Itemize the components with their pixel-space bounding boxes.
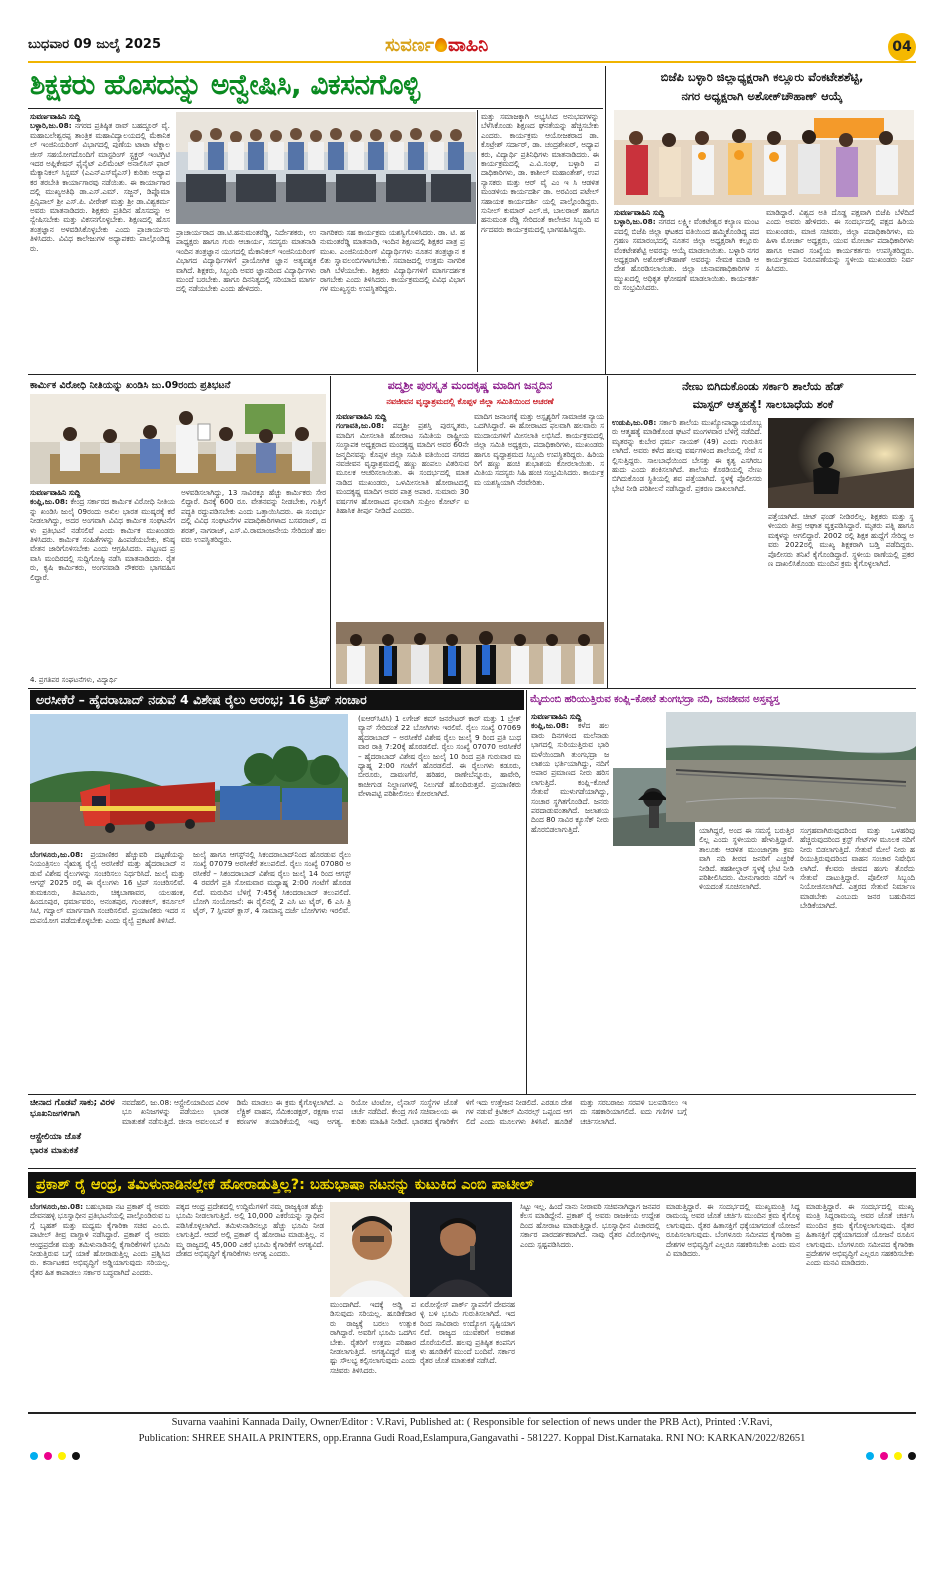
padmashri-subhead: ನವಜೀವನ ವೃದ್ಧಾಶ್ರಮದಲ್ಲಿ ಕೊಪ್ಪಳ ಜಿಲ್ಲಾ ಸಮಿತಿಯಿಂದ ಆಚರಣೆ: [386, 397, 554, 406]
padmashri-headline: ಪದ್ಮಶ್ರೀ ಪುರಸ್ಕೃತ ಮಂದಕೃಷ್ಣ ಮಾದಿಗ ಜನ್ಮದಿನ: [387, 379, 553, 392]
lead-col2: ಪ್ರಾಚಾರ್ಯರಾದ ಡಾ.ಟಿ.ಹನುಮಂತರೆಡ್ಡಿ, ನಿರ್ದೇಶಕರು, ಉಪಾಧ್ಯಕ್ಷರು ಹಾಗೂ ಗುರು ಆಚಾರ್ಯ, ಸದಸ್ಯರು ಮಾತನಾಡಿ ಇಂದಿನ ತಂತ್ರಜ್ಞಾನ ಯುಗದಲ್ಲಿ ಮೆಕಾನಿಕಲ್ ಇಂಜಿನಿಯರಿಂಗ್ ವಿಭಾಗದ ವಿದ್ಯಾರ್ಥಿಗಳಿಗೆ ಪ್ರಾಯೋಗಿಕ ಜ್ಞಾನ ಅತ್ಯವಶ್ಯಕವಾಗಿದೆ. ಶಿಕ್ಷಕರು, ಸಿಬ್ಬಂದಿ ಅವರ ಜ್ಞಾನದಿಂದ ವಿದ್ಯಾರ್ಥಿಗಳು ಮುಂದೆ ಬರಬೇಕು. ಹಾಗೂ ದಿನನಿತ್ಯದಲ್ಲಿ ಸರಿಯಾದ ಮಾರ್ಗದಲ್ಲಿ ನಡೆಯಬೇಕು ಎಂದು ಹೇಳಿದರು.: [176, 228, 316, 294]
lead-rule: [28, 108, 603, 109]
headmaster-col2: ಪತ್ತೆಯಾಗಿದೆ. ಚೀಟ್ ಫಂಡ್ ನೀಡಿರಲಿಲ್ಲ. ಶಿಕ್ಷಕರು ಮತ್ತು ಸ್ಥಳೀಯರು ತೀವ್ರ ಆಘಾತ ವ್ಯಕ್ತಪಡಿಸಿದ್ದಾರೆ. ಮೃತರು ಪತ್ನಿ ಹಾಗೂ ಮಕ್ಕಳನ್ನು ಅಗಲಿದ್ದಾರೆ. 2002 ರಲ್ಲಿ ಶಿಕ್ಷಕ ಹುದ್ದೆಗೆ ಸೇರಿದ್ದ ಅವರು 2022ರಲ್ಲಿ ಮುಖ್ಯ ಶಿಕ್ಷಕರಾಗಿ ಬಡ್ತಿ ಪಡೆದಿದ್ದರು. ಪೊಲೀಸರು ತನಿಖೆ ಕೈಗೊಂಡಿದ್ದಾರೆ. ಸ್ಥಳೀಯ ಠಾಣೆಯಲ್ಲಿ ಪ್ರಕರಣ ದಾಖಲಿಸಿಕೊಂಡು ಮುಂದಿನ ಕ್ರಮ ಕೈಗೊಳ್ಳಲಾಗಿದೆ.: [768, 512, 914, 569]
right-col-rule: [605, 66, 606, 374]
protest-text-1: ಕೇಂದ್ರ ಸರ್ಕಾರದ ಕಾರ್ಮಿಕ ವಿರೋಧಿ ನೀತಿಯನ್ನು ಖಂಡಿಸಿ ಜುಲೈ 09ರಂದು ಅಖಿಲ ಭಾರತ ಮುಷ್ಕರಕ್ಕೆ ಕರೆ ನೀಡಲಾಗಿದ್ದು, ಅದರ ಅಂಗವಾಗಿ ವಿವಿಧ ಕಾರ್ಮಿಕ ಸಂಘಟನೆಗಳು ಪ್ರತಿಭಟನೆ ನಡೆಸಲಿವೆ ಎಂದು ಕಾರ್ಮಿಕ ಮುಖಂಡರು ತಿಳಿಸಿದರು. ಕಾರ್ಮಿಕ ಸಂಹಿತೆಗಳನ್ನು ಹಿಂಪಡೆಯಬೇಕು, ಕನಿಷ್ಠ ವೇತನ ಜಾರಿಗೊಳಿಸಬೇಕು ಎಂದು ಆಗ್ರಹಿಸಿದರು. ಪಟ್ಟಣದ ಪ್ರವಾಸಿ ಮಂದಿರದಲ್ಲಿ ಸುದ್ದಿಗೋಷ್ಠಿ ನಡೆಸಿ ಮಾತನಾಡಿದರು. ರೈತರು, ಕೃಷಿ ಕಾರ್ಮಿಕರು, ಅಂಗನವಾಡಿ ನೌಕರರು ಭಾಗವಹಿಸಲಿದ್ದಾರೆ.: [30, 497, 175, 582]
china-label-3: ಭಾರತ ಮಾತುಕತೆ: [30, 1146, 79, 1156]
section-rule-2: [28, 688, 916, 689]
tungabhadra-byline: ಸುವರ್ಣವಾಹಿನಿ ಸುದ್ದಿ: [531, 712, 582, 721]
bjp-col1: [614, 208, 759, 370]
prakash-col2: ಪಕ್ಕದ ಆಂಧ್ರ ಪ್ರದೇಶದಲ್ಲಿ ಉದ್ದಿಮೆಗಳಿಗೆ ನಮ್ಮ ರಾಜ್ಯಕ್ಕಿಂತ ಹೆಚ್ಚು ಭೂಮಿ ನೀಡಲಾಗುತ್ತಿದೆ. ಅಲ್ಲಿ 10,000 ಎಕರೆಯನ್ನು ಸ್ವಾಧೀನಪಡಿಸಿಕೊಳ್ಳಲಾಗಿದೆ. ತಮಿಳುನಾಡಿನಲ್ಲೂ ಹೆಚ್ಚು ಭೂಮಿ ನೀಡಲಾಗುತ್ತಿದೆ. ಆದರೆ ಅಲ್ಲಿ ಪ್ರಕಾಶ್ ರೈ ಹೋರಾಟ ಮಾಡುತ್ತಿಲ್ಲ. ನಮ್ಮ ರಾಜ್ಯದಲ್ಲಿ 45,000 ಎಕರೆ ಭೂಮಿ ಕೈಗಾರಿಕೆಗೆ ಅಗತ್ಯವಿದೆ. ದೇಶದ ಅಭಿವೃದ್ಧಿಗೆ ಕೈಗಾರಿಕೆಗಳು ಅಗತ್ಯ ಎಂದರು.: [176, 1202, 324, 1259]
railway-rule: [526, 690, 527, 1094]
bjp-col2: ಮಾಡಿದ್ದಾರೆ. ವಿಶ್ವದ ಅತಿ ದೊಡ್ಡ ಪಕ್ಷವಾಗಿ ಬಿಜೆಪಿ ಬೆಳೆದಿದೆ ಎಂದು ಅವರು ಹೇಳಿದರು. ಈ ಸಂದರ್ಭದಲ್ಲಿ ಪಕ್ಷದ ಹಿರಿಯ ಮುಖಂಡರು, ಮಾಜಿ ಸಚಿವರು, ಜಿಲ್ಲಾ ಪದಾಧಿಕಾರಿಗಳು, ಮಹಿಳಾ ಮೋರ್ಚಾ ಅಧ್ಯಕ್ಷರು, ಯುವ ಮೋರ್ಚಾ ಪದಾಧಿಕಾರಿಗಳು ಹಾಗೂ ಅಪಾರ ಸಂಖ್ಯೆಯ ಕಾರ್ಯಕರ್ತರು ಉಪಸ್ಥಿತರಿದ್ದರು. ಕಾರ್ಯಕ್ರಮದ ನಿರೂಪಣೆಯನ್ನು ಸ್ಥಳೀಯ ಮುಖಂಡರು ನಿರ್ವಹಿಸಿದರು.: [766, 208, 914, 274]
protest-col2: ಅಳವಡಿಸಲಾಗಿದ್ದು, 13 ಸಾವಿರಕ್ಕೂ ಹೆಚ್ಚು ಕಾರ್ಮಿಕರು ಸೇರಲಿದ್ದಾರೆ. ದಿನಕ್ಕೆ 600 ರೂ. ವೇತನವನ್ನು ನೀಡಬೇಕು, ಗುತ್ತಿಗೆ ಪದ್ಧತಿ ರದ್ದುಪಡಿಸಬೇಕು ಎಂದು ಒತ್ತಾಯಿಸಿದರು. ಈ ಸಂದರ್ಭದಲ್ಲಿ ವಿವಿಧ ಸಂಘಟನೆಗಳ ಪದಾಧಿಕಾರಿಗಳಾದ ಬಸವರಾಜ್, ದಶರತ್, ನಾಗರಾಜ್, ಎಸ್.ವಿ.ರಾಮಾಂಜನೇಯ ಸೇರಿದಂತೆ ಹಲವರು ಉಪಸ್ಥಿತರಿದ್ದರು.: [181, 488, 326, 545]
protest-dateline: ಕಂಪ್ಲಿ,ಜು.08:: [30, 497, 68, 507]
magenta-dot-icon: [880, 1452, 888, 1460]
masthead-logo: [385, 32, 488, 58]
headmaster-col1: [612, 418, 762, 684]
china-label-1: ಚೀನಾದ ಗೊಡವೆ ಸಾಕು; ವಿರಳ ಭೂಖನಿಜಗಳಿಗಾಗಿ: [30, 1098, 115, 1119]
prakash-col3: ಮುಂದಾಗಿದೆ. ಇದಕ್ಕೆ ಅಡ್ಡಿ ಪಡಿಸುವುದು ಸರಿಯಲ್ಲ. ಹೂಡಿಕೆದಾರರು ರಾಜ್ಯಕ್ಕೆ ಬರಲು ಉತ್ಸುಕರಾಗಿದ್ದಾರೆ. ಅವರಿಗೆ ಭೂಮಿ ಒದಗಿಸಬೇಕು. ರೈತರಿಗೆ ಉತ್ತಮ ಪರಿಹಾರ ನೀಡಲಾಗುತ್ತಿದೆ. ಅಗತ್ಯವಿದ್ದರೆ ಮತ್ತಷ್ಟು ಸೌಲಭ್ಯ ಕಲ್ಪಿಸಲಾಗುವುದು ಎಂದು ಸಚಿವರು ತಿಳಿಸಿದರು.: [330, 1300, 416, 1375]
protest-photo: [30, 394, 326, 484]
tungabhadra-col3: ಸಂಗ್ರಹವಾಗಿರುವುದರಿಂದ ಮತ್ತು ಒಳಹರಿವು ಹೆಚ್ಚಿರುವುದರಿಂದ ಕ್ರಸ್ಟ್ ಗೇಟ್‌ಗಳ ಮೂಲಕ ನದಿಗೆ ನೀರು ಬಿಡಲಾಗುತ್ತಿದೆ. ಸೇತುವೆ ಮೇಲೆ ನೀರು ಹರಿಯುತ್ತಿರುವುದರಿಂದ ವಾಹನ ಸಂಚಾರ ನಿಷೇಧಿಸಲಾಗಿದೆ. ಕೆಲವರು ಜೀವದ ಹಂಗು ತೊರೆದು ಸೇತುವೆ ದಾಟುತ್ತಿದ್ದಾರೆ. ಪೊಲೀಸ್ ಸಿಬ್ಬಂದಿ ನಿಯೋಜಿಸಲಾಗಿದೆ. ಎತ್ತರದ ಸೇತುವೆ ನಿರ್ಮಾಣ ಮಾಡಬೇಕು ಎಂಬುದು ಜನರ ಬಹುದಿನದ ಬೇಡಿಕೆಯಾಗಿದೆ.: [800, 826, 915, 911]
prakash-col1: [30, 1202, 170, 1410]
lead-col4: ಮತ್ತು ಸಮಾಜಕ್ಕಾಗಿ ಅಭ್ಯಸಿಸಿದ ಅನುಭವಗಳನ್ನು ಬೆಳೆಸಿಕೊಂಡು ಶಿಕ್ಷಣದ ಘನತೆಯನ್ನು ಹೆಚ್ಚಿಸಬೇಕು ಎಂದರು. ಕಾರ್ಯಕ್ರಮ ಆಯೋಜಕರಾದ ಡಾ. ಕೊಟ್ರೇಶ್ ಸರ್ದಾರ್, ಡಾ. ಚಂದ್ರಶೇಖರ್, ಅಧ್ಯಾಪಕರು, ವಿದ್ಯಾರ್ಥಿ ಪ್ರತಿನಿಧಿಗಳು ಮಾತನಾಡಿದರು. ಈ ಕಾರ್ಯಕ್ರಮದಲ್ಲಿ ಎ.ವಿ.ಸಂಘ, ಬಳ್ಳಾರಿ ಪದಾಧಿಕಾರಿಗಳು, ಡಾ. ಕಾಶೀಲ್ ಮಹಾಂತೇಶ್, ಉಪನ್ಯಾಸಕರು ಮತ್ತು ಆರ್ ವೈ ಎಂ ಇ ಸಿ ಆಡಳಿತ ಮಂಡಳಿಯ ಕಾರ್ಯದರ್ಶಿ ಡಾ. ಅರವಿಂದ ಪಟೇಲ್ ಸಹಾಯಕ ಕಾರ್ಯದರ್ಶಿ ಯಲ್ಲಿ ಪಾಲ್ಗೊಂಡಿದ್ದರು. ಸುನೀಲ್ ಕುಮಾರ್ ಎಲ್.ಜಿ, ಬಾಲರಾಜ್ ಹಾಗೂ ಹನುಮಂತ ರೆಡ್ಡಿ ಸೇರಿದಂತೆ ಕಾಲೇಜಿನ ಸಿಬ್ಬಂದಿ ವರ್ಗದವರು ಕಾರ್ಯಕ್ರಮದಲ್ಲಿ ಭಾಗವಹಿಸಿದ್ದರು.: [481, 112, 599, 234]
lead-dateline: ಬಳ್ಳಾರಿ,ಜು.08:: [30, 121, 72, 131]
railway-col1: [30, 850, 185, 1062]
padmashri-photo: [336, 622, 604, 684]
headmaster-photo: [768, 418, 914, 508]
magenta-dot-icon: [44, 1452, 52, 1460]
page-number: 04: [888, 33, 916, 61]
tungabhadra-text-1: ಕಳೆದ ಹಲವಾರು ದಿನಗಳಿಂದ ಮಲೆನಾಡು ಭಾಗದಲ್ಲಿ ಸುರಿಯುತ್ತಿರುವ ಭಾರಿ ಮಳೆಯಿಂದಾಗಿ ತುಂಗಭದ್ರಾ ಜಲಾಶಯ ಭರ್ತಿಯಾಗಿದ್ದು, ನದಿಗೆ ಅಪಾರ ಪ್ರಮಾಣದ ನೀರು ಹರಿಸಲಾಗುತ್ತಿದೆ. ಕಂಪ್ಲಿ–ಕೋಟೆ ಸೇತುವೆ ಮುಳುಗಡೆಯಾಗಿದ್ದು, ಸಂಚಾರ ಸ್ಥಗಿತಗೊಂಡಿದೆ. ಜನರು ಪರದಾಡುವಂತಾಗಿದೆ. ಜಲಾಶಯದಿಂದ 80 ಸಾವಿರ ಕ್ಯೂಸೆಕ್ ನೀರು ಹೊರಬಿಡಲಾಗುತ್ತಿದೆ.: [531, 721, 609, 834]
lead-col3: ನಾಗರಿಕರು ಸಹ ಕಾರ್ಯಕ್ರಮ ಯಶಸ್ವಿಗೊಳಿಸಿದರು. ಡಾ. ಟಿ. ಹನುಮಂತರೆಡ್ಡಿ ಮಾತನಾಡಿ, ಇಂದಿನ ಶಿಕ್ಷಣದಲ್ಲಿ ಶಿಕ್ಷಕರ ಪಾತ್ರ ಪ್ರಮುಖ. ಎಂಜಿನಿಯರಿಂಗ್ ವಿದ್ಯಾರ್ಥಿಗಳು ನೂತನ ತಂತ್ರಜ್ಞಾನ ಕಲಿತು ಸ್ವಾವಲಂಬಿಗಳಾಗಬೇಕು. ಸಮಾಜದಲ್ಲಿ ಉತ್ತಮ ನಾಗರಿಕರಾಗಿ ಬೆಳೆಯಬೇಕು. ಶಿಕ್ಷಕರು ವಿದ್ಯಾರ್ಥಿಗಳಿಗೆ ಮಾರ್ಗದರ್ಶಕರಾಗಬೇಕು ಎಂದು ತಿಳಿಸಿದರು. ಕಾರ್ಯಕ್ರಮದಲ್ಲಿ ವಿವಿಧ ವಿಭಾಗಗಳ ಮುಖ್ಯಸ್ಥರು ಉಪಸ್ಥಿತರಿದ್ದರು.: [320, 228, 465, 294]
lead-col-rule: [477, 110, 478, 372]
yellow-dot-icon: [894, 1452, 902, 1460]
section-rule-4: [28, 1168, 916, 1169]
protest-caption: 4. ಪ್ರಗತಿಪರ ಸಂಘಟನೆಗಳು, ವಿದ್ಯಾರ್ಥಿ: [30, 676, 118, 684]
section-rule-1: [28, 374, 916, 375]
prakash-text-1: ಬಹುಭಾಷಾ ನಟ ಪ್ರಕಾಶ್ ರೈ ಅವರು ದೇವನಹಳ್ಳಿ ಭೂಸ್ವಾಧೀನ ಪ್ರತಿಭಟನೆಯಲ್ಲಿ ಪಾಲ್ಗೊಂಡಿರುವ ಬಗ್ಗೆ ಬೃಹತ್ ಮತ್ತು ಮಧ್ಯಮ ಕೈಗಾರಿಕಾ ಸಚಿವ ಎಂ.ಬಿ.ಪಾಟೀಲ್ ತೀವ್ರ ವಾಗ್ದಾಳಿ ನಡೆಸಿದ್ದಾರೆ. ಪ್ರಕಾಶ್ ರೈ ಅವರು ಆಂಧ್ರಪ್ರದೇಶ ಮತ್ತು ತಮಿಳುನಾಡಿನಲ್ಲಿ ಕೈಗಾರಿಕೆಗಳಿಗೆ ಭೂಮಿ ನೀಡುತ್ತಿರುವ ಬಗ್ಗೆ ಯಾಕೆ ಹೋರಾಡುತ್ತಿಲ್ಲ ಎಂದು ಪ್ರಶ್ನಿಸಿದರು. ಕರ್ನಾಟಕದ ಅಭಿವೃದ್ಧಿಗೆ ಅಡ್ಡಿಯಾಗುವುದು ಸರಿಯಲ್ಲ. ರೈತರ ಹಿತ ಕಾಪಾಡಲು ಸರ್ಕಾರ ಬದ್ಧವಾಗಿದೆ ಎಂದರು.: [30, 1202, 170, 1277]
footer-rule: [28, 1412, 916, 1414]
headmaster-dateline: ಉಡುಪಿ,ಜು.08:: [612, 418, 657, 427]
bjp-text-1: ನಗರದ ಲಕ್ಷ್ಮೀ ವೆಂಕಟೇಶ್ವರ ಕಲ್ಯಾಣ ಮಂಟಪದಲ್ಲಿ ಬಿಜೆಪಿ ಜಿಲ್ಲಾ ಘಟಕದ ವತಿಯಿಂದ ಹಮ್ಮಿಕೊಂಡಿದ್ದ ಪದಗ್ರಹಣ ಸಮಾರಂಭದಲ್ಲಿ ನೂತನ ಜಿಲ್ಲಾ ಅಧ್ಯಕ್ಷರಾಗಿ ಕಲ್ಲೂರು ವೆಂಕಟೇಶಶೆಟ್ಟಿ ಅವರನ್ನು ಆಯ್ಕೆ ಮಾಡಲಾಯಿತು. ಬಳ್ಳಾರಿ ನಗರ ಅಧ್ಯಕ್ಷರಾಗಿ ಅಶೋಕ್‌ಚೌಹಾಣ್ ಅವರನ್ನು ನೇಮಕ ಮಾಡಿ ಆದೇಶ ಹೊರಡಿಸಲಾಯಿತು. ಜಿಲ್ಲಾ ಚುನಾವಣಾಧಿಕಾರಿಗಳ ಸಮ್ಮುಖದಲ್ಲಿ ಅಧಿಕೃತ ಘೋಷಣೆ ಮಾಡಲಾಯಿತು. ಕಾರ್ಯಕರ್ತರು ಸಂಭ್ರಮಿಸಿದರು.: [614, 217, 759, 293]
prakash-photo: [330, 1202, 512, 1297]
registration-marks-left: [30, 1452, 80, 1460]
padmashri-text-1: ಪದ್ಮಶ್ರೀ ಪ್ರಶಸ್ತಿ ಪುರಸ್ಕೃತರು, ಮಾದಿಗ ಮೀಸಲಾತಿ ಹೋರಾಟ ಸಮಿತಿಯ ರಾಷ್ಟ್ರೀಯ ಸಂಸ್ಥಾಪಕ ಅಧ್ಯಕ್ಷರಾದ ಮಂದಕೃಷ್ಣ ಮಾದಿಗ ಅವರ 60ನೇ ಜನ್ಮದಿನವನ್ನು ಕೊಪ್ಪಳ ಜಿಲ್ಲಾ ಸಮಿತಿ ವತಿಯಿಂದ ನಗರದ ನವಜೀವನ ವೃದ್ಧಾಶ್ರಮದಲ್ಲಿ ಹಣ್ಣು ಹಂಪಲು ವಿತರಿಸುವ ಮೂಲಕ ಆಚರಿಸಲಾಯಿತು. ಈ ಸಂದರ್ಭದಲ್ಲಿ ಮಾತನಾಡಿದ ಮುಖಂಡರು, ಒಳಮೀಸಲಾತಿ ಹೋರಾಟದಲ್ಲಿ ಮಂದಕೃಷ್ಣ ಮಾದಿಗ ಅವರ ಪಾತ್ರ ಅಪಾರ. ಸುಮಾರು 30 ವರ್ಷಗಳ ಹೋರಾಟದ ಫಲವಾಗಿ ಸುಪ್ರೀಂ ಕೋರ್ಟ್ ಐತಿಹಾಸಿಕ ತೀರ್ಪು ನೀಡಿದೆ ಎಂದರು.: [336, 421, 469, 516]
railway-dateline: ಬೆಂಗಳೂರು,ಜು.08:: [30, 850, 84, 859]
padmashri-byline: ಸುವರ್ಣವಾಹಿನಿ ಸುದ್ದಿ: [336, 412, 387, 421]
padmashri-dateline: ಗಂಗಾವತಿ,ಜು.08:: [336, 421, 385, 431]
black-dot-icon: [72, 1452, 80, 1460]
lead-byline: ಸುವರ್ಣವಾಹಿನಿ ಸುದ್ದಿ: [30, 112, 81, 121]
tungabhadra-photo-2: [666, 712, 916, 822]
padmashri-col1: [336, 412, 469, 618]
bjp-photo: [614, 110, 914, 205]
footer-line-2: Publication: SHREE SHAILA PRINTERS, opp.Eranna Gudi Road,Eslampura,Gangavathi - 581227. Koppal Dist.Karnataka. RNI NO: KARKAN/2022/82651: [138, 1433, 806, 1444]
tungabhadra-dateline: ಕಂಪ್ಲಿ,ಜು.08:: [531, 721, 569, 731]
cyan-dot-icon: [30, 1452, 38, 1460]
prakash-dateline: ಬೆಂಗಳೂರು,ಜು.08:: [30, 1202, 84, 1211]
protest-rule: [330, 376, 331, 688]
masthead-rule: [28, 61, 916, 63]
prakash-col6: ಮಾಡುತ್ತಿದ್ದಾರೆ. ಈ ಸಂದರ್ಭದಲ್ಲಿ ಮುಖ್ಯಮಂತ್ರಿ ಸಿದ್ದರಾಮಯ್ಯ ಅವರ ಜೊತೆ ಚರ್ಚಿಸಿ ಮುಂದಿನ ಕ್ರಮ ಕೈಗೊಳ್ಳಲಾಗುವುದು. ರೈತರ ಹಿತಾಸಕ್ತಿಗೆ ಧಕ್ಕೆಯಾಗದಂತೆ ಯೋಜನೆ ರೂಪಿಸಲಾಗುವುದು. ಬೆಂಗಳೂರು ಸಮೀಪದ ಕೈಗಾರಿಕಾ ಪ್ರದೇಶಗಳ ಅಭಿವೃದ್ಧಿಗೆ ಎಲ್ಲರೂ ಸಹಕರಿಸಬೇಕು ಎಂದು ಮನವಿ ಮಾಡಿದರು.: [666, 1202, 800, 1259]
bjp-dateline: ಬಳ್ಳಾರಿ,ಜು.08:: [614, 217, 656, 227]
bjp-headline-1: ಬಿಜೆಪಿ ಬಳ್ಳಾರಿ ಜಿಲ್ಲಾಧ್ಯಕ್ಷರಾಗಿ ಕಲ್ಲೂರು ವೆಂಕಟೇಶಶೆಟ್ಟಿ,: [660, 70, 864, 84]
railway-headline: ಅರಸೀಕೆರೆ – ಹೈದರಾಬಾದ್ ನಡುವೆ 4 ವಿಶೇಷ ರೈಲು ಆರಂಭ; 16 ಟ್ರಿಪ್ ಸಂಚಾರ: [30, 690, 524, 710]
protest-headline: ಕಾರ್ಮಿಕ ವಿರೋಧಿ ನೀತಿಯನ್ನು ಖಂಡಿಸಿ ಜು.09ರಂದು ಪ್ರತಿಭಟನೆ: [30, 380, 231, 391]
prakash-col4: ಏರೋಸ್ಪೇಸ್ ಪಾರ್ಕ್ ಸ್ಥಾಪನೆಗೆ ದೇವನಹಳ್ಳಿ ಬಳಿ ಭೂಮಿ ಗುರುತಿಸಲಾಗಿದೆ. ಇದರಿಂದ ಸಾವಿರಾರು ಉದ್ಯೋಗ ಸೃಷ್ಟಿಯಾಗಲಿದೆ. ರಾಜ್ಯದ ಯುವಕರಿಗೆ ಅವಕಾಶ ದೊರೆಯಲಿದೆ. ಹಲವು ಪ್ರತಿಷ್ಠಿತ ಕಂಪನಿಗಳು ಹೂಡಿಕೆಗೆ ಮುಂದೆ ಬಂದಿವೆ. ಸರ್ಕಾರ ರೈತರ ಜೊತೆ ಮಾತುಕತೆ ನಡೆಸಿದೆ.: [420, 1300, 515, 1366]
headmaster-headline-2: ಮಾಸ್ಟರ್ ಆತ್ಮಹತ್ಯೆ! ಸಾಲಬಾಧೆಯ ಶಂಕೆ: [692, 398, 834, 411]
logo-word-a: ಸುವರ್ಣ: [385, 34, 434, 56]
section-rule-3: [28, 1094, 916, 1095]
lead-col1: [30, 112, 170, 370]
china-body: ನವದೆಹಲಿ, ಜು.08: ಆಸ್ಟ್ರೇಲಿಯಾದಿಂದ ವಿರಳ ಭೂ ಖನಿಜಗಳನ್ನು ಪಡೆಯಲು ಭಾರತ ಮಾತುಕತೆ ನಡೆಸುತ್ತಿದೆ. ಚೀನಾ ಅವಲಂಬನೆ ಕಡಿಮೆ ಮಾಡಲು ಈ ಕ್ರಮ ಕೈಗೊಳ್ಳಲಾಗಿದೆ. ಎಲೆಕ್ಟ್ರಿಕ್ ವಾಹನ, ಸೆಮಿಕಂಡಕ್ಟರ್, ರಕ್ಷಣಾ ಉಪಕರಣಗಳ ತಯಾರಿಕೆಯಲ್ಲಿ ಇವು ಅಗತ್ಯ. ರಿಯೋ ಟಿಂಟೋ, ಲೈನಾಸ್ ಸಂಸ್ಥೆಗಳ ಜೊತೆ ಚರ್ಚೆ ನಡೆದಿದೆ. ಕೇಂದ್ರ ಗಣಿ ಸಚಿವಾಲಯ ಈ ಕುರಿತು ಮಾಹಿತಿ ನೀಡಿದೆ. ಭಾರತದ ಕೈಗಾರಿಕೆಗಳಿಗೆ ಇದು ಉತ್ತೇಜನ ನೀಡಲಿದೆ. ಎರಡೂ ದೇಶಗಳ ನಡುವೆ ಕ್ರಿಟಿಕಲ್ ಮಿನರಲ್ಸ್ ಒಪ್ಪಂದ ಆಗಲಿದೆ ಎಂದು ಮೂಲಗಳು ತಿಳಿಸಿವೆ. ಹೂಡಿಕೆ ಮತ್ತು ಸರಬರಾಜು ಸರಪಳಿ ಬಲಪಡಿಸಲು ಇದು ಸಹಕಾರಿಯಾಗಲಿದೆ. ಐದು ಗಣಿಗಳ ಬಗ್ಗೆ ಚರ್ಚಿಸಲಾಗಿದೆ.: [122, 1098, 687, 1126]
padmashri-col2: ಮಾದಿಗ ಜನಾಂಗಕ್ಕೆ ಮತ್ತು ಅಸ್ಪೃಶ್ಯರಿಗೆ ಸಾಮಾಜಿಕ ನ್ಯಾಯ ಒದಗಿಸಿದ್ದಾರೆ. ಈ ಹೋರಾಟದ ಫಲವಾಗಿ ಹಲವಾರು ಸಮುದಾಯಗಳಿಗೆ ಮೀಸಲಾತಿ ಲಭಿಸಿದೆ. ಕಾರ್ಯಕ್ರಮದಲ್ಲಿ ಜಿಲ್ಲಾ ಸಮಿತಿ ಅಧ್ಯಕ್ಷರು, ಪದಾಧಿಕಾರಿಗಳು, ಮುಖಂಡರು ಹಾಗೂ ವೃದ್ಧಾಶ್ರಮದ ಸಿಬ್ಬಂದಿ ಉಪಸ್ಥಿತರಿದ್ದರು. ಹಿರಿಯರಿಗೆ ಹಣ್ಣು ಹಂಚಿ ಶುಭಾಶಯ ಕೋರಲಾಯಿತು. ಸಮಿತಿಯ ಸದಸ್ಯರು ಸಿಹಿ ಹಂಚಿ ಸಂಭ್ರಮಿಸಿದರು. ಕಾರ್ಯಕ್ರಮ ಯಶಸ್ವಿಯಾಗಿ ನೆರವೇರಿತು.: [474, 412, 604, 487]
railway-text-1: ಪ್ರಯಾಣಿಕರ ಹೆಚ್ಚುವರಿ ದಟ್ಟಣೆಯನ್ನು ನಿಯಂತ್ರಿಸಲು ನೈಋತ್ಯ ರೈಲ್ವೆ ಅರಸೀಕೆರೆ ಮತ್ತು ಹೈದರಾಬಾದ್ ನಡುವೆ ವಿಶೇಷ ರೈಲುಗಳನ್ನು ಸಂಚರಿಸಲು ನಿರ್ಧರಿಸಿದೆ. ಜುಲೈ ಮತ್ತು ಆಗಸ್ಟ್ 2025 ರಲ್ಲಿ ಈ ರೈಲುಗಳು 16 ಟ್ರಿಪ್ ಸಂಚರಿಸಲಿವೆ. ತುಮಕೂರು, ತಿಪಟೂರು, ಚಿಕ್ಕಬಾಣಾವರ, ಯಲಹಂಕ, ಹಿಂದೂಪುರ, ಧರ್ಮಾವರಂ, ಅನಂತಪುರ, ಗುಂತಕಲ್, ಕರ್ನೂಲ್ ಸಿಟಿ, ಗದ್ವಾಲ್ ಮಾರ್ಗವಾಗಿ ಸಂಚರಿಸಲಿವೆ. ಪ್ರಯಾಣಿಕರು ಇದರ ಸದುಪಯೋಗ ಪಡೆದುಕೊಳ್ಳಬೇಕು ಎಂದು ರೈಲ್ವೆ ಪ್ರಕಟಣೆ ತಿಳಿಸಿದೆ.: [30, 850, 185, 925]
logo-word-b: ವಾಹಿನಿ: [447, 34, 489, 56]
railway-photo: [30, 714, 348, 844]
footer-line-1: Suvarna vaahini Kannada Daily, Owner/Editor : V.Ravi, Published at: ( Responsible for selection of news under the PRB Act), Printed :V.Ravi,: [171, 1417, 773, 1428]
padmashri-rule: [607, 376, 608, 688]
headmaster-headline-1: ನೇಣು ಬಿಗಿದುಕೊಂಡು ಸರ್ಕಾರಿ ಶಾಲೆಯ ಹೆಡ್: [682, 380, 844, 393]
bjp-headline-2: ನಗರ ಅಧ್ಯಕ್ಷರಾಗಿ ಅಶೋಕ್‌ಚೌಹಾಣ್ ಆಯ್ಕೆ: [681, 89, 843, 103]
cyan-dot-icon: [866, 1452, 874, 1460]
prakash-headline: ಪ್ರಕಾಶ್ ರೈ ಆಂಧ್ರ, ತಮಿಳುನಾಡಿನಲ್ಲೇಕೆ ಹೋರಾಡುತ್ತಿಲ್ಲ?: ಬಹುಭಾಷಾ ನಟನನ್ನು ಕುಟುಕಿದ ಎಂಬಿ ಪಾಟೀಲ್: [28, 1172, 916, 1198]
tungabhadra-col1: [531, 712, 609, 1028]
prakash-col7: ಮಾಡುತ್ತಿದ್ದಾರೆ. ಈ ಸಂದರ್ಭದಲ್ಲಿ ಮುಖ್ಯಮಂತ್ರಿ ಸಿದ್ದರಾಮಯ್ಯ ಅವರ ಜೊತೆ ಚರ್ಚಿಸಿ ಮುಂದಿನ ಕ್ರಮ ಕೈಗೊಳ್ಳಲಾಗುವುದು. ರೈತರ ಹಿತಾಸಕ್ತಿಗೆ ಧಕ್ಕೆಯಾಗದಂತೆ ಯೋಜನೆ ರೂಪಿಸಲಾಗುವುದು. ಬೆಂಗಳೂರು ಸಮೀಪದ ಕೈಗಾರಿಕಾ ಪ್ರದೇಶಗಳ ಅಭಿವೃದ್ಧಿಗೆ ಎಲ್ಲರೂ ಸಹಕರಿಸಬೇಕು ಎಂದು ಮನವಿ ಮಾಡಿದರು.: [806, 1202, 914, 1268]
tungabhadra-col2: ಯಾಗಿದ್ದರೆ, ಅಂದ ಈ ಸಮಸ್ಯೆ ಬರುತ್ತಿರಲಿಲ್ಲ ಎಂದು ಸ್ಥಳೀಯರು ಹೇಳುತ್ತಿದ್ದಾರೆ. ತಾಲೂಕು ಆಡಳಿತ ಮುಂಜಾಗ್ರತಾ ಕ್ರಮವಾಗಿ ನದಿ ತೀರದ ಜನರಿಗೆ ಎಚ್ಚರಿಕೆ ನೀಡಿದೆ. ತಹಶೀಲ್ದಾರ್ ಸ್ಥಳಕ್ಕೆ ಭೇಟಿ ನೀಡಿ ಪರಿಶೀಲಿಸಿದರು. ಮೀನುಗಾರರು ನದಿಗೆ ಇಳಿಯದಂತೆ ಸೂಚಿಸಲಾಗಿದೆ.: [699, 826, 794, 892]
bjp-byline: ಸುವರ್ಣವಾಹಿನಿ ಸುದ್ದಿ: [614, 208, 665, 217]
railway-col2: ಜುಲೈ ಹಾಗೂ ಆಗಸ್ಟ್‌ನಲ್ಲಿ ಸಿಕಂದರಾಬಾದ್‌ನಿಂದ ಹೊರಡುವ ರೈಲು ಸಂಖ್ಯೆ 07079 ಅರಸೀಕೆರೆ ತಲುಪಲಿದೆ. ರೈಲು ಸಂಖ್ಯೆ 07080 ಅರಸೀಕೆರೆ – ಸಿಕಂದರಾಬಾದ್ ವಿಶೇಷ ರೈಲು ಜುಲೈ 14 ರಿಂದ ಆಗಸ್ಟ್ 4 ರವರೆಗೆ ಪ್ರತಿ ಸೋಮವಾರ ಮಧ್ಯಾಹ್ನ 2:00 ಗಂಟೆಗೆ ಹೊರಡಲಿದೆ. ಮರುದಿನ ಬೆಳಿಗ್ಗೆ 7:45ಕ್ಕೆ ಸಿಕಂದರಾಬಾದ್ ತಲುಪಲಿದೆ. ಬೋಗಿ ಸಂಯೋಜನೆ: ಈ ರೈಲಿನಲ್ಲಿ 2 ಎಸಿ ಟು ಟೈರ್, 6 ಎಸಿ ತ್ರಿ ಟೈರ್, 7 ಸ್ಲೀಪರ್ ಕ್ಲಾಸ್, 4 ಸಾಮಾನ್ಯ ದರ್ಜೆ ಬೋಗಿಗಳು ಇರಲಿವೆ.: [193, 850, 351, 916]
lead-text-1: ನಗರದ ಪ್ರತಿಷ್ಠಿತ ರಾವ್ ಬಹದ್ದೂರ್ ವೈ.ಮಹಾಬಲೇಶ್ವರಪ್ಪ ತಾಂತ್ರಿಕ ಮಹಾವಿದ್ಯಾಲಯದಲ್ಲಿ ಮೆಕಾನಿಕಲ್ ಇಂಜಿನಿಯರಿಂಗ್ ವಿಭಾಗದಲ್ಲಿ ಪುಣೆಯ ಟಾಟಾ ಟೆಕ್ನಾಲಜೀಸ್ ಸಹಯೋಗದೊಂದಿಗೆ ಮಾಸ್ಟರಿಂಗ್ ಸ್ಟ್ರಕ್ಚರ್ ಇಂಟಿಗ್ರಿಟಿ ಇದರ ಅಪ್ಲಿಕೇಷನ್ ಫೈನೈಟ್ ಎಲಿಮೆಂಟ್ ಅನಾಲಿಸಿಸ್ ಫಾರ್ ಮೆಕ್ಯಾನಿಕಲ್ ಸಿಸ್ಟಮ್ (ಎಎನ್ಎಸ್‌ವೈಎಸ್) ಕುರಿತು ಅಧ್ಯಾಪಕರ ತರಬೇತಿ ಕಾರ್ಯಾಗಾರವು ನಡೆಯಿತು. ಈ ಕಾರ್ಯಾಗಾರದಲ್ಲಿ ಮುಖ್ಯಅತಿಥಿ ಡಾ.ಎಸ್.ಎಮ್. ಸಜ್ಜನ್, ಡಿಪ್ಲೊಮಾ ಪ್ರಿನ್ಸಿಪಾಲ್ ಶ್ರೀ ಎಸ್.ಪಿ. ವೀರೇಶ್ ಮತ್ತು ಶ್ರೀ ಡಾ.ವಿಶ್ವಕರ್ಮ ಅವರು ಮಾತನಾಡಿದರು. ಶಿಕ್ಷಕರು ಪ್ರತಿದಿನ ಹೊಸದನ್ನು ಅನ್ವೇಷಿಸಬೇಕು ಮತ್ತು ವಿಕಸನಗೊಳ್ಳಬೇಕು. ಶಿಕ್ಷಣದಲ್ಲಿ ಹೊಸ ತಂತ್ರಜ್ಞಾನ ಅಳವಡಿಸಿಕೊಳ್ಳಬೇಕು ಎಂದು ಪ್ರಾಚಾರ್ಯರು ತಿಳಿಸಿದರು. ವಿವಿಧ ಕಾಲೇಜುಗಳ ಅಧ್ಯಾಪಕರು ಪಾಲ್ಗೊಂಡಿದ್ದರು.: [30, 121, 170, 253]
prakash-col5: ಸಿಟ್ಟು ಇಲ್ಲ. ಹಿಂದೆ ನಾನು ನೀರಾವರಿ ಸಚಿವನಾಗಿದ್ದಾಗ ಜನಪರ ಕೆಲಸ ಮಾಡಿದ್ದೇನೆ. ಪ್ರಕಾಶ್ ರೈ ಅವರು ರಾಜಕೀಯ ಉದ್ದೇಶದಿಂದ ಹೋರಾಟ ಮಾಡುತ್ತಿದ್ದಾರೆ. ಭೂಸ್ವಾಧೀನ ವಿಚಾರದಲ್ಲಿ ಸರ್ಕಾರ ಪಾರದರ್ಶಕವಾಗಿದೆ. ನಾವು ರೈತರ ವಿರೋಧಿಗಳಲ್ಲ ಎಂದು ಸ್ಪಷ್ಟಪಡಿಸಿದರು.: [520, 1202, 660, 1249]
railway-col3: (ಐಆರ್‌ಸಿಟಿಸಿ) 1 ಲಗೇಜ್ ಕಮ್ ಜನರೇಟರ್ ಕಾರ್ ಮತ್ತು 1 ಬ್ರೇಕ್ ವ್ಯಾನ್ ಸೇರಿದಂತೆ 22 ಬೋಗಿಗಳು ಇರಲಿವೆ. ರೈಲು ಸಂಖ್ಯೆ 07069 ಹೈದರಾಬಾದ್ – ಅರಸೀಕೆರೆ ವಿಶೇಷ ರೈಲು ಜುಲೈ 9 ರಿಂದ ಪ್ರತಿ ಬುಧವಾರ ರಾತ್ರಿ 7:20ಕ್ಕೆ ಹೊರಡಲಿದೆ. ರೈಲು ಸಂಖ್ಯೆ 07070 ಅರಸೀಕೆರೆ – ಹೈದರಾಬಾದ್ ವಿಶೇಷ ರೈಲು ಜುಲೈ 10 ರಿಂದ ಪ್ರತಿ ಗುರುವಾರ ಮಧ್ಯಾಹ್ನ 2:00 ಗಂಟೆಗೆ ಹೊರಡಲಿದೆ. ಈ ರೈಲುಗಳು ಕಡೂರು, ಬೀರೂರು, ದಾವಣಗೆರೆ, ಹರಿಹರ, ರಾಣೇಬೆನ್ನೂರು, ಹಾವೇರಿ, ಕಾಚೀಗುಡ ನಿಲ್ದಾಣಗಳಲ್ಲಿ ನಿಲುಗಡೆ ಹೊಂದಿರುತ್ತವೆ. ಪ್ರಯಾಣಿಕರು ವೇಳಾಪಟ್ಟಿ ಪರಿಶೀಲಿಸಲು ಕೋರಲಾಗಿದೆ.: [358, 714, 521, 799]
lead-photo: [176, 112, 476, 224]
protest-col1: [30, 488, 175, 685]
china-label-2: ಆಸ್ಟ್ರೇಲಿಯಾ ಜೊತೆ: [30, 1132, 82, 1142]
masthead-date: ಬುಧವಾರ 09 ಜುಲೈ 2025: [28, 37, 161, 52]
lead-headline: ಶಿಕ್ಷಕರು ಹೊಸದನ್ನು ಅನ್ವೇಷಿಸಿ, ವಿಕಸನಗೊಳ್ಳಿ: [30, 68, 420, 101]
yellow-dot-icon: [58, 1452, 66, 1460]
logo-flame-icon: [435, 38, 447, 52]
black-dot-icon: [908, 1452, 916, 1460]
protest-byline: ಸುವರ್ಣವಾಹಿನಿ ಸುದ್ದಿ: [30, 488, 81, 497]
headmaster-text-1: ಸರ್ಕಾರಿ ಶಾಲೆಯ ಮುಖ್ಯೋಪಾಧ್ಯಾಯರೊಬ್ಬರು ಆತ್ಮಹತ್ಯೆ ಮಾಡಿಕೊಂಡ ಘಟನೆ ಮಂಗಳವಾರ ಬೆಳಿಗ್ಗೆ ನಡೆದಿದೆ. ಮೃತರನ್ನು ಕುಬೇರ ಧರ್ಮ ನಾಯಕ್ (49) ಎಂದು ಗುರುತಿಸಲಾಗಿದೆ. ಅವರು ಕಳೆದ ಹಲವು ವರ್ಷಗಳಿಂದ ಶಾಲೆಯಲ್ಲಿ ಸೇವೆ ಸಲ್ಲಿಸುತ್ತಿದ್ದರು. ಸಾಲಬಾಧೆಯಿಂದ ಬೇಸತ್ತು ಈ ಕೃತ್ಯ ಎಸಗಿರಬಹುದು ಎಂದು ಶಂಕಿಸಲಾಗಿದೆ. ಶಾಲೆಯ ಕೊಠಡಿಯಲ್ಲಿ ನೇಣು ಬಿಗಿದುಕೊಂಡ ಸ್ಥಿತಿಯಲ್ಲಿ ಶವ ಪತ್ತೆಯಾಗಿದೆ. ಸ್ಥಳಕ್ಕೆ ಪೊಲೀಸರು ಭೇಟಿ ನೀಡಿ ಪರಿಶೀಲನೆ ನಡೆಸಿದ್ದಾರೆ. ಪ್ರಕರಣ ದಾಖಲಾಗಿದೆ.: [612, 418, 762, 493]
tungabhadra-headline: ಮೈದುಂಬಿ ಹರಿಯುತ್ತಿರುವ ಕಂಪ್ಲಿ–ಕೋಟೆ ತುಂಗಭದ್ರಾ ನದಿ, ಜನಜೀವನ ಅಸ್ತವ್ಯಸ್ತ: [530, 694, 780, 705]
registration-marks-right: [866, 1452, 916, 1460]
